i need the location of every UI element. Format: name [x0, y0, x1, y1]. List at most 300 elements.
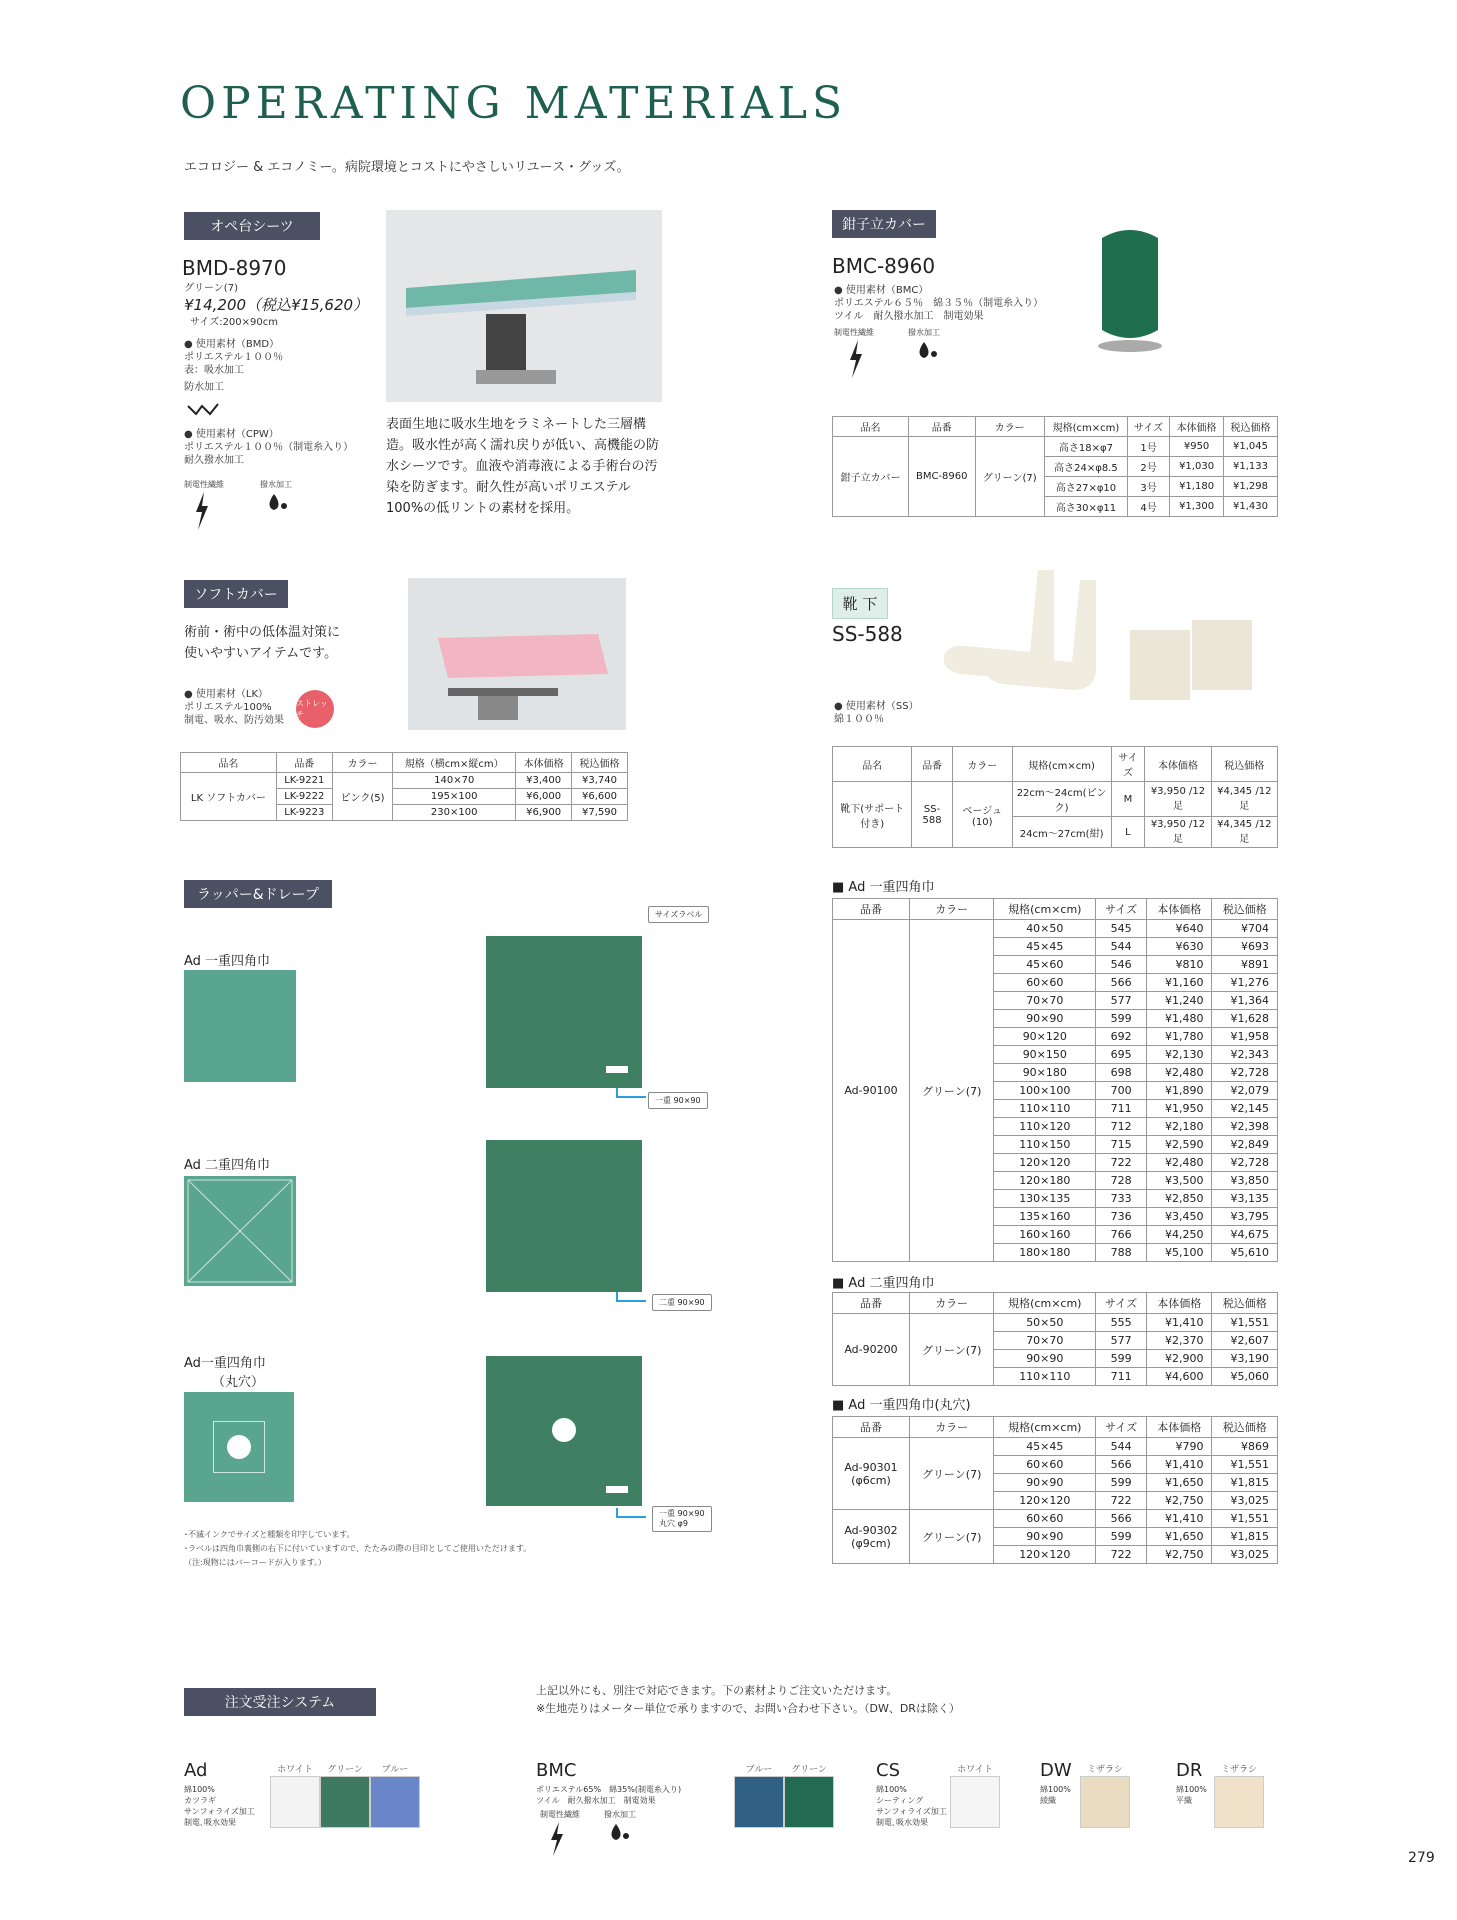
material-ad-desc: [184, 1784, 255, 1828]
table-cell: 45×60: [994, 956, 1096, 974]
soft-cover-mat-line: ポリエステル100%: [184, 702, 272, 713]
swatch-label: ミザラシ: [1220, 1765, 1257, 1775]
table-header: サイズ: [1111, 747, 1145, 782]
ad-hole-drape-photo: [486, 1356, 642, 1506]
table-cell: 140×70: [393, 773, 516, 789]
table-cell: 50×50: [994, 1314, 1096, 1332]
table-cell: 高さ27×φ10: [1044, 477, 1127, 497]
table-cell: ¥2,900: [1146, 1350, 1211, 1368]
soft-cover-mat-line: 制電、吸水、防汚効果: [184, 715, 284, 726]
page-number: 279: [1408, 1850, 1435, 1866]
table-cell: 22cm〜24cm(ピンク): [1012, 782, 1111, 817]
table-cell: ¥693: [1212, 938, 1278, 956]
socks-label: 靴 下: [832, 588, 888, 619]
table-cell: ¥3,950 /12足: [1145, 817, 1211, 848]
note-line: ･不滅インクでサイズと種類を印字しています。: [184, 1530, 355, 1539]
table-cell: 544: [1096, 938, 1147, 956]
material-line: カツラギ: [184, 1796, 216, 1805]
table-cell: ¥1,430: [1224, 497, 1278, 517]
table-cell: ¥3,795: [1212, 1208, 1278, 1226]
forceps-cover-material: [834, 284, 1043, 323]
swatch-white: [270, 1776, 320, 1828]
ad-hole-table: [832, 1416, 1278, 1564]
table-cell: 180×180: [994, 1244, 1096, 1262]
table-header: 本体価格: [1146, 899, 1211, 920]
table-cell: 40×50: [994, 920, 1096, 938]
swatch-label: ミザラシ: [1086, 1765, 1123, 1775]
table-cell: 70×70: [994, 1332, 1096, 1350]
table-row: [833, 920, 1278, 938]
table-cell: 715: [1096, 1136, 1147, 1154]
op-sheet-mat2-line: 耐久撥水加工: [184, 455, 244, 466]
swatch-label: グリーン: [791, 1765, 827, 1775]
table-cell: ¥6,600: [572, 789, 628, 805]
wrapper-notes: [184, 1528, 531, 1570]
table-cell: 566: [1096, 974, 1147, 992]
table-cell: BMC-8960: [908, 437, 975, 517]
table-cell: [833, 1438, 910, 1510]
table-cell: 70×70: [994, 992, 1096, 1010]
table-cell: 110×120: [994, 1118, 1096, 1136]
material-line: サンフォライズ加工: [876, 1807, 947, 1816]
ad-hole-table-heading: ■ Ad 一重四角巾(丸穴): [832, 1398, 971, 1413]
ad-single-table-heading: ■ Ad 一重四角巾: [832, 880, 935, 895]
soft-cover-desc-line: 使いやすいアイテムです。: [184, 646, 338, 661]
table-header: 品番: [833, 899, 910, 920]
table-cell: ¥2,480: [1146, 1154, 1211, 1172]
table-cell: ¥1,276: [1212, 974, 1278, 992]
table-cell: ¥2,750: [1146, 1492, 1211, 1510]
swatch-unbleached: [1214, 1776, 1264, 1828]
table-cell: 546: [1096, 956, 1147, 974]
page-title: OPERATING MATERIALS: [180, 78, 848, 129]
order-system-text: [536, 1682, 960, 1718]
table-cell: 120×120: [994, 1546, 1096, 1564]
table-cell: ¥704: [1212, 920, 1278, 938]
ad-double-drape-photo: [486, 1140, 642, 1292]
table-header: 品番: [912, 747, 953, 782]
material-dr-name: DR: [1176, 1760, 1203, 1781]
table-cell: ¥3,400: [516, 773, 572, 789]
wrapper-drape-label: ラッパー&ドレープ: [184, 880, 332, 908]
table-cell: ¥2,370: [1146, 1332, 1211, 1350]
material-line: 平織: [1176, 1796, 1192, 1805]
table-cell: 733: [1096, 1190, 1147, 1208]
lightning-icon: [192, 492, 212, 530]
table-cell: 722: [1096, 1492, 1147, 1510]
material-line: 綿100%: [184, 1785, 215, 1794]
table-cell: 160×160: [994, 1226, 1096, 1244]
table-cell: 高さ24×φ8.5: [1044, 457, 1127, 477]
table-cell: ¥2,079: [1212, 1082, 1278, 1100]
op-sheet-mat2-head: ● 使用素材（CPW）: [184, 429, 279, 440]
table-cell: ピンク(5): [332, 773, 392, 821]
ad-double-table: [832, 1292, 1278, 1386]
table-header: サイズ: [1128, 417, 1170, 437]
note-line: ･ラベルは四角巾裏側の右下に付いていますので、たたみの際の目印としてご使用いただけます。: [184, 1544, 532, 1553]
water-drop-icon: [608, 1822, 632, 1844]
table-cell: 692: [1096, 1028, 1147, 1046]
table-cell: 566: [1096, 1456, 1147, 1474]
size-label-tag: サイズラベル: [648, 906, 709, 923]
table-cell: ¥2,728: [1212, 1064, 1278, 1082]
table-cell: ¥2,145: [1212, 1100, 1278, 1118]
table-cell: ¥1,410: [1146, 1314, 1211, 1332]
ad-double-square: [184, 1176, 296, 1286]
table-header: 品番: [908, 417, 975, 437]
hole-circle: [552, 1418, 576, 1442]
table-cell: 120×120: [994, 1154, 1096, 1172]
table-row: [181, 773, 628, 789]
material-bmc-name: BMC: [536, 1760, 577, 1781]
forceps-feature-repellent: 撥水加工: [908, 328, 940, 337]
swatch-label: ブルー: [381, 1765, 409, 1775]
material-ad-name: Ad: [184, 1760, 208, 1781]
table-row: [833, 437, 1278, 457]
table-cell: ¥2,849: [1212, 1136, 1278, 1154]
product-code: Ad-90302: [844, 1523, 898, 1537]
op-sheet-description: 表面生地に吸水生地をラミネートした三層構造。吸水性が高く濡れ戻りが低い、高機能の防水シーツです。血液や消毒液による手術台の汚染を防ぎます。耐久性が高いポリエステル100%の低リントの素材を採用。: [386, 417, 660, 516]
op-sheet-mat2-line: ポリエステル１００％（制電糸入り）: [184, 442, 354, 453]
ad-double-table-heading: ■ Ad 二重四角巾: [832, 1276, 935, 1291]
material-cs-desc: [876, 1784, 947, 1828]
op-sheet-material-1: [184, 338, 283, 394]
socks-material: [834, 700, 919, 726]
table-cell: 766: [1096, 1226, 1147, 1244]
socks-photo: [930, 570, 1270, 718]
table-cell: ¥869: [1212, 1438, 1278, 1456]
table-cell: グリーン(7): [975, 437, 1044, 517]
table-cell: 695: [1096, 1046, 1147, 1064]
table-cell: ¥2,590: [1146, 1136, 1211, 1154]
table-cell: ¥2,130: [1146, 1046, 1211, 1064]
ad-single-square: [184, 970, 296, 1082]
table-cell: 45×45: [994, 938, 1096, 956]
ad-hole-square: [184, 1392, 294, 1502]
table-cell: 60×60: [994, 974, 1096, 992]
table-cell: [833, 1510, 910, 1564]
table-cell: 599: [1096, 1350, 1147, 1368]
table-cell: ¥1,480: [1146, 1010, 1211, 1028]
order-line: 上記以外にも、別注で対応できます。下の素材よりご注文いただけます。: [536, 1684, 898, 1697]
material-dr-desc: [1176, 1784, 1207, 1806]
table-cell: ¥1,890: [1146, 1082, 1211, 1100]
table-cell: 230×100: [393, 805, 516, 821]
table-cell: 698: [1096, 1064, 1147, 1082]
table-cell: ¥4,345 /12足: [1211, 817, 1277, 848]
table-cell: ¥1,650: [1146, 1528, 1211, 1546]
material-line: 綿100%: [1176, 1785, 1207, 1794]
table-cell: ¥7,590: [572, 805, 628, 821]
op-sheet-mat1-line: 表：吸水加工: [184, 365, 244, 376]
table-cell: ¥5,100: [1146, 1244, 1211, 1262]
swatch-label: グリーン: [327, 1765, 363, 1775]
table-header: 税込価格: [1212, 1417, 1278, 1438]
table-cell: ¥4,345 /12足: [1211, 782, 1277, 817]
table-cell: 3号: [1128, 477, 1170, 497]
op-sheet-color: グリーン(7): [184, 283, 238, 294]
table-cell: 高さ18×φ7: [1044, 437, 1127, 457]
swatch-label: ホワイト: [277, 1765, 313, 1775]
forceps-cover-label: 鉗子立カバー: [832, 210, 936, 238]
water-drop-icon: [916, 340, 940, 362]
table-cell: ¥4,675: [1212, 1226, 1278, 1244]
table-cell: ¥3,025: [1212, 1492, 1278, 1510]
table-cell: ¥1,030: [1170, 457, 1224, 477]
table-cell: ¥4,250: [1146, 1226, 1211, 1244]
table-cell: ¥2,480: [1146, 1064, 1211, 1082]
stretch-badge: ストレッチ: [296, 690, 334, 728]
ad-hole-title: [184, 1352, 266, 1390]
material-line: ツイル 耐久撥水加工 制電効果: [536, 1796, 656, 1805]
arrow-icon: [616, 1292, 646, 1302]
table-cell: ¥2,607: [1212, 1332, 1278, 1350]
swatch-blue: [370, 1776, 420, 1828]
table-header: カラー: [909, 899, 993, 920]
soft-cover-table: [180, 752, 628, 821]
table-cell: ¥4,600: [1146, 1368, 1211, 1386]
table-cell: ¥1,815: [1212, 1528, 1278, 1546]
tag-single: 一重 90×90: [648, 1092, 708, 1109]
table-header: カラー: [952, 747, 1012, 782]
product-code-sub: (φ6cm): [851, 1473, 891, 1487]
table-cell: ¥2,180: [1146, 1118, 1211, 1136]
table-header: 税込価格: [1211, 747, 1277, 782]
table-cell: グリーン(7): [909, 1314, 993, 1386]
table-cell: ¥1,551: [1212, 1510, 1278, 1528]
table-cell: ¥3,850: [1212, 1172, 1278, 1190]
material-line: 綾織: [1040, 1796, 1056, 1805]
table-cell: ¥891: [1212, 956, 1278, 974]
table-cell: LK ソフトカバー: [181, 773, 277, 821]
size-label-patch: [606, 1486, 628, 1493]
table-header: 税込価格: [1224, 417, 1278, 437]
ad-single-title: Ad 一重四角巾: [184, 954, 271, 969]
table-cell: 712: [1096, 1118, 1147, 1136]
socks-table: [832, 746, 1278, 848]
table-cell: 110×150: [994, 1136, 1096, 1154]
table-header: 規格（横cm×縦cm）: [393, 753, 516, 773]
material-bmc-desc: [536, 1784, 681, 1806]
table-header: 本体価格: [1146, 1293, 1211, 1314]
table-header: サイズ: [1096, 899, 1147, 920]
table-header: 税込価格: [572, 753, 628, 773]
table-header: 本体価格: [1146, 1417, 1211, 1438]
swatch-label: ホワイト: [957, 1765, 993, 1775]
tag-double: 二重 90×90: [652, 1294, 712, 1311]
material-line: ポリエステル65% 綿35%(制電糸入り): [536, 1785, 682, 1794]
table-cell: ¥790: [1146, 1438, 1211, 1456]
material-line: 綿100%: [876, 1785, 907, 1794]
material-line: シーティング: [876, 1796, 924, 1805]
table-cell: 599: [1096, 1474, 1147, 1492]
swatch-unbleached: [1080, 1776, 1130, 1828]
ad-hole-title-line: （丸穴）: [212, 1375, 265, 1390]
soft-cover-label: ソフトカバー: [184, 580, 288, 608]
table-cell: [833, 920, 910, 1262]
table-header: 規格(cm×cm): [994, 1417, 1096, 1438]
table-cell: ¥2,728: [1212, 1154, 1278, 1172]
note-line: （注:現物にはバーコードが入ります。）: [184, 1558, 327, 1567]
table-cell: ¥640: [1146, 920, 1211, 938]
table-cell: ¥1,045: [1224, 437, 1278, 457]
table-cell: LK-9223: [276, 805, 332, 821]
table-cell: 90×150: [994, 1046, 1096, 1064]
forceps-cover-table: [832, 416, 1278, 517]
table-cell: 45×45: [994, 1438, 1096, 1456]
table-cell: ¥1,300: [1170, 497, 1224, 517]
table-cell: [833, 1314, 910, 1386]
forceps-mat-line: ポリエステル６５％ 綿３５％（制電糸入り）: [834, 298, 1044, 309]
table-cell: ¥1,551: [1212, 1456, 1278, 1474]
product-code: Ad-90200: [844, 1343, 898, 1356]
water-drop-icon: [266, 492, 290, 514]
table-cell: 788: [1096, 1244, 1147, 1262]
table-cell: ¥2,398: [1212, 1118, 1278, 1136]
table-cell: ¥1,240: [1146, 992, 1211, 1010]
table-cell: ¥1,780: [1146, 1028, 1211, 1046]
table-cell: ¥1,950: [1146, 1100, 1211, 1118]
forceps-feature-antistatic: 制電性繊維: [834, 328, 874, 337]
table-cell: グリーン(7): [909, 920, 993, 1262]
table-header: サイズ: [1096, 1293, 1147, 1314]
table-cell: グリーン(7): [909, 1438, 993, 1510]
tag-hole-line: 丸穴 φ9: [659, 1519, 688, 1528]
table-cell: ¥2,850: [1146, 1190, 1211, 1208]
table-cell: 195×100: [393, 789, 516, 805]
table-cell: ¥6,900: [516, 805, 572, 821]
table-cell: 1号: [1128, 437, 1170, 457]
table-cell: ¥1,133: [1224, 457, 1278, 477]
soft-cover-description: [184, 622, 340, 664]
table-row: [833, 1314, 1278, 1332]
table-cell: ¥1,815: [1212, 1474, 1278, 1492]
op-sheet-model: BMD-8970: [182, 256, 287, 280]
order-line: ※生地売りはメーター単位で承りますので、お問い合わせ下さい。（DW、DRは除く）: [536, 1702, 960, 1715]
table-cell: ¥3,025: [1212, 1546, 1278, 1564]
table-header: 本体価格: [516, 753, 572, 773]
table-cell: 566: [1096, 1510, 1147, 1528]
table-header: 品名: [833, 417, 909, 437]
table-cell: ¥1,650: [1146, 1474, 1211, 1492]
arrow-icon: [616, 1508, 646, 1518]
product-code-sub: (φ9cm): [851, 1536, 891, 1550]
table-header: カラー: [909, 1293, 993, 1314]
material-dw-name: DW: [1040, 1760, 1072, 1781]
table-cell: ¥5,060: [1212, 1368, 1278, 1386]
table-cell: 577: [1096, 992, 1147, 1010]
table-cell: 722: [1096, 1546, 1147, 1564]
table-cell: 545: [1096, 920, 1147, 938]
table-cell: 60×60: [994, 1510, 1096, 1528]
table-cell: ¥1,160: [1146, 974, 1211, 992]
table-cell: 599: [1096, 1528, 1147, 1546]
op-sheet-mat1-line: ポリエステル１００％: [184, 352, 284, 363]
table-cell: ¥1,551: [1212, 1314, 1278, 1332]
feature-antistatic-label: 制電性繊維: [184, 480, 224, 489]
table-cell: 4号: [1128, 497, 1170, 517]
lightning-icon: [548, 1822, 566, 1856]
table-cell: ¥1,410: [1146, 1456, 1211, 1474]
table-cell: 110×110: [994, 1100, 1096, 1118]
socks-model: SS-588: [832, 622, 903, 646]
forceps-mat-line: ツイル 耐久撥水加工 制電効果: [834, 311, 984, 322]
material-line: 綿100%: [1040, 1785, 1071, 1794]
table-cell: 靴下(サポート付き): [833, 782, 912, 848]
table-cell: ¥1,180: [1170, 477, 1224, 497]
table-cell: ¥3,190: [1212, 1350, 1278, 1368]
table-cell: ¥3,135: [1212, 1190, 1278, 1208]
op-sheet-photo: [386, 210, 662, 402]
arrow-icon: [616, 1088, 646, 1098]
table-header: 規格(cm×cm): [1044, 417, 1127, 437]
table-cell: 90×90: [994, 1474, 1096, 1492]
table-header: 規格(cm×cm): [1012, 747, 1111, 782]
op-sheet-mat1-feature: 防水加工: [184, 382, 224, 393]
material-line: 制電､吸水効果: [876, 1818, 928, 1827]
op-sheet-size: サイズ:200×90cm: [190, 317, 278, 328]
ad-double-title: Ad 二重四角巾: [184, 1158, 271, 1173]
table-header: 品名: [833, 747, 912, 782]
table-cell: ¥2,750: [1146, 1546, 1211, 1564]
bmc-feature-antistatic: 制電性繊維: [540, 1810, 580, 1819]
table-cell: ¥5,610: [1212, 1244, 1278, 1262]
hole-circle: [227, 1435, 251, 1459]
bmc-feature-repellent: 撥水加工: [604, 1810, 636, 1819]
table-row: [833, 1438, 1278, 1456]
table-cell: 2号: [1128, 457, 1170, 477]
table-header: 品番: [276, 753, 332, 773]
material-cs-name: CS: [876, 1760, 900, 1781]
table-header: 税込価格: [1212, 899, 1278, 920]
forceps-cover-photo: [1094, 222, 1166, 354]
lightning-icon: [846, 340, 866, 378]
table-cell: ¥3,500: [1146, 1172, 1211, 1190]
table-header: 規格(cm×cm): [994, 1293, 1096, 1314]
table-cell: 700: [1096, 1082, 1147, 1100]
product-code: Ad-90100: [844, 1084, 898, 1097]
table-cell: 90×180: [994, 1064, 1096, 1082]
table-cell: ¥1,298: [1224, 477, 1278, 497]
swatch-label: ブルー: [745, 1765, 773, 1775]
tag-hole-line: 一重 90×90: [659, 1509, 705, 1518]
table-row: [833, 1510, 1278, 1528]
op-sheet-price: ¥14,200（税込¥15,620）: [184, 296, 369, 314]
page-subtitle: エコロジー & エコノミー。病院環境とコストにやさしいリユース・グッズ。: [184, 160, 630, 175]
table-cell: 599: [1096, 1010, 1147, 1028]
feature-water-repellent-label: 撥水加工: [260, 480, 292, 489]
table-header: 品番: [833, 1293, 910, 1314]
table-cell: 120×120: [994, 1492, 1096, 1510]
table-cell: ¥810: [1146, 956, 1211, 974]
table-cell: 711: [1096, 1100, 1147, 1118]
tag-hole: [652, 1506, 712, 1532]
table-cell: ¥3,950 /12足: [1145, 782, 1211, 817]
table-cell: 100×100: [994, 1082, 1096, 1100]
table-cell: ベージュ(10): [952, 782, 1012, 848]
table-cell: 90×120: [994, 1028, 1096, 1046]
table-cell: LK-9221: [276, 773, 332, 789]
op-sheet-mat1-head: ● 使用素材（BMD）: [184, 339, 280, 350]
waterproof-icon: [186, 400, 222, 418]
table-header: カラー: [909, 1417, 993, 1438]
swatch-white: [950, 1776, 1000, 1828]
table-cell: 鉗子立カバー: [833, 437, 909, 517]
table-header: 本体価格: [1145, 747, 1211, 782]
table-header: 税込価格: [1212, 1293, 1278, 1314]
table-header: 品名: [181, 753, 277, 773]
soft-cover-desc-line: 術前・術中の低体温対策に: [184, 625, 341, 640]
